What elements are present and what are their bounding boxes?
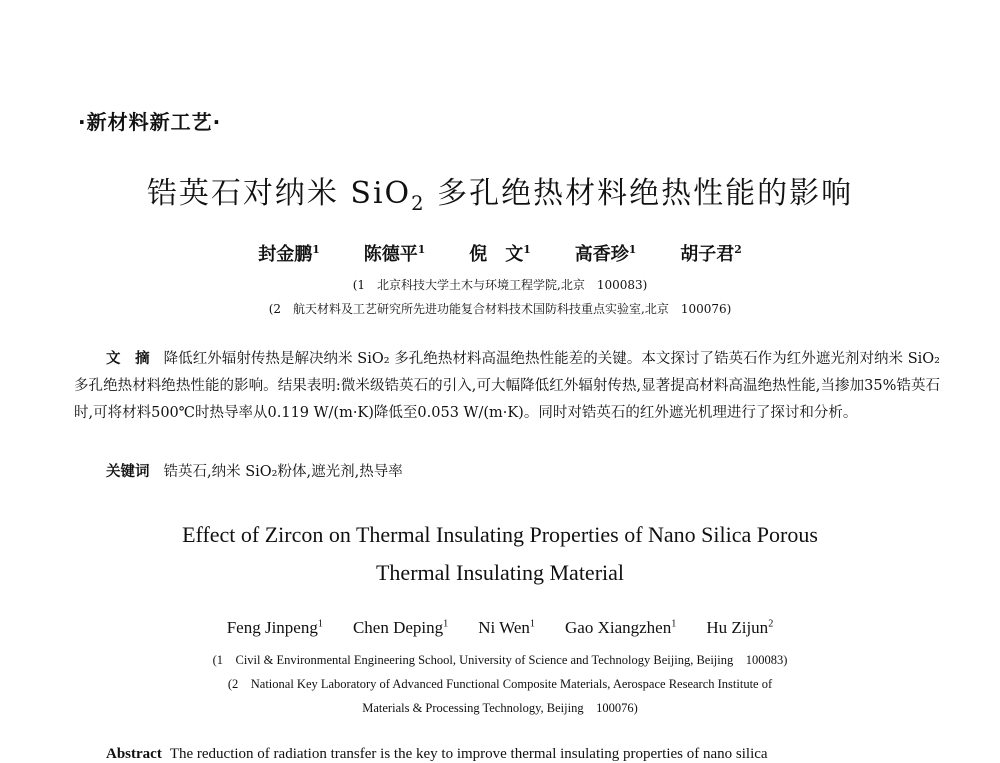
english-title bbox=[0, 516, 1000, 592]
english-author: Hu Zijun$^2$ bbox=[706, 618, 774, 637]
chinese-abstract-text: 降低红外辐射传热是解决纳米 SiO₂ 多孔绝热材料高温绝热性能差的关键。本文探讨了锆英石作为红外遮光剂对纳米 SiO₂ 多孔绝热材料绝热性能的影响。结果表明:微米级锆英石的引入,可大幅降低红外辐射传热,显著提高材料高温绝热性能,当掺加35%锆英石时,可将材料500℃时热导率从0.119 W/(m·K)降低至0.053 W/(m·K)。同时对锆英石的红外遮光机理进行了探讨和分析。 bbox=[74, 351, 940, 421]
english-affiliation-2-line-2: Materials & Processing Technology, Beijing 100076) bbox=[362, 701, 638, 715]
keywords-label: 关键词 bbox=[106, 464, 150, 480]
english-title-line-2: Thermal Insulating Material bbox=[375, 560, 625, 585]
english-author: Feng Jinpeng$^1$ bbox=[226, 618, 323, 637]
chinese-author: 封金鹏$^1$ bbox=[258, 243, 320, 265]
english-abstract bbox=[106, 746, 936, 763]
chinese-keywords bbox=[106, 460, 403, 481]
english-abstract-label: Abstract bbox=[106, 746, 162, 762]
chinese-abstract-label: 文 摘 bbox=[106, 351, 150, 367]
chinese-author-list bbox=[0, 240, 1000, 266]
chinese-title: 锆英石对纳米 SiO$_2$ 多孔绝热材料绝热性能的影响 bbox=[146, 176, 854, 215]
chinese-affiliation-1: (1 北京科技大学土木与环境工程学院,北京 100083) bbox=[352, 278, 648, 292]
chinese-author: 胡子君$^2$ bbox=[680, 243, 742, 265]
chinese-author: 高香珍$^1$ bbox=[574, 243, 637, 265]
english-affiliation-1: (1 Civil & Environmental Engineering School, University of Science and Technology Beijing, Beijing 100083) bbox=[212, 653, 788, 667]
english-author: Ni Wen$^1$ bbox=[478, 618, 536, 637]
english-title-line-1: Effect of Zircon on Thermal Insulating Properties of Nano Silica Porous bbox=[182, 522, 818, 547]
english-affiliation-2-line-1: (2 National Key Laboratory of Advanced Functional Composite Materials, Aerospace Research Institute of bbox=[227, 677, 773, 691]
keywords-text: 锆英石,纳米 SiO₂粉体,遮光剂,热导率 bbox=[163, 464, 403, 480]
chinese-author: 倪 文$^1$ bbox=[469, 243, 531, 265]
english-author: Chen Deping$^1$ bbox=[352, 618, 449, 637]
chinese-affiliation-2: (2 航天材料及工艺研究所先进功能复合材料技术国防科技重点实验室,北京 100076) bbox=[268, 302, 732, 316]
column-tag: ·新材料新工艺· bbox=[78, 110, 222, 134]
chinese-abstract bbox=[74, 346, 940, 427]
chinese-author: 陈德平$^1$ bbox=[363, 243, 426, 265]
english-author-list bbox=[0, 618, 1000, 638]
english-author: Gao Xiangzhen$^1$ bbox=[565, 618, 677, 637]
english-abstract-text: The reduction of radiation transfer is the key to improve thermal insulating properties of nano silica bbox=[169, 746, 768, 762]
